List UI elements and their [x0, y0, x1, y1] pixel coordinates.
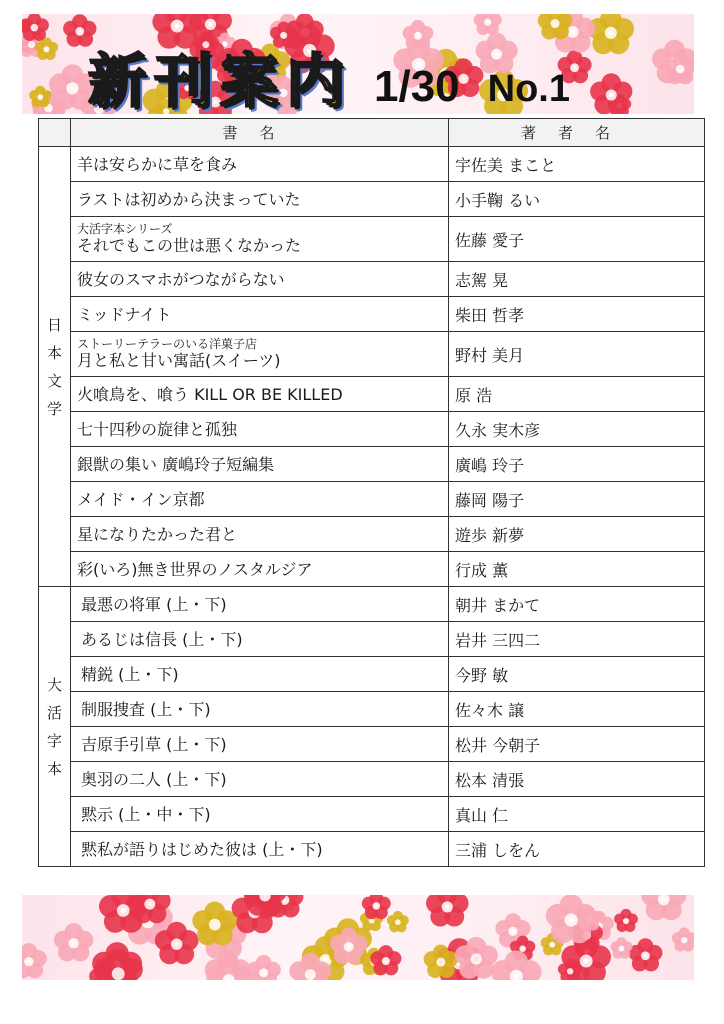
- plum-blossom-icon: [426, 895, 469, 926]
- book-title: 黙示 (上・中・下): [81, 804, 211, 824]
- table-row: [39, 692, 705, 727]
- category-char: 字: [46, 731, 62, 750]
- table-body: [39, 147, 705, 867]
- plum-blossom-icon: [672, 928, 694, 952]
- plum-blossom-icon: [610, 937, 632, 959]
- book-title-cell: [71, 217, 449, 262]
- plum-blossom-icon: [387, 911, 409, 932]
- book-title-cell: [71, 762, 449, 797]
- new-books-table: [38, 118, 705, 867]
- book-author: 小手鞠 るい: [449, 182, 705, 217]
- category-char: 学: [46, 399, 62, 418]
- book-title: ラストは初めから決まっていた: [77, 189, 301, 209]
- book-title: 彩(いろ)無き世界のノスタルジア: [77, 559, 313, 579]
- book-author: 松本 清張: [449, 762, 705, 797]
- book-title: 羊は安らかに草を食み: [77, 154, 238, 174]
- table-row: [39, 182, 705, 217]
- book-title-cell: [71, 182, 449, 217]
- plum-blossom-icon: [614, 909, 638, 932]
- category-char: 文: [46, 371, 62, 390]
- book-title-cell: [71, 657, 449, 692]
- plum-blossom-icon: [474, 14, 502, 35]
- page-header: [88, 34, 570, 118]
- category-char: 本: [46, 343, 62, 362]
- book-title: それでもこの世は悪くなかった: [77, 236, 302, 255]
- header-author: 著者名: [449, 119, 705, 147]
- category-char: 大: [46, 675, 62, 694]
- table-header-row: [39, 119, 705, 147]
- plum-blossom-decoration: [22, 895, 694, 980]
- book-title-cell: [71, 622, 449, 657]
- table-row: [39, 552, 705, 587]
- table-row: [39, 657, 705, 692]
- table-row: [39, 147, 705, 182]
- book-author: 佐藤 愛子: [449, 217, 705, 262]
- book-title: 黙私が語りはじめた彼は (上・下): [81, 839, 323, 859]
- plum-blossom-icon: [54, 923, 93, 961]
- table-row: [39, 297, 705, 332]
- book-title-cell: [71, 412, 449, 447]
- table-row: [39, 762, 705, 797]
- category-cell: [39, 587, 71, 867]
- book-author: 久永 実木彦: [449, 412, 705, 447]
- issue-date: 1/30: [374, 62, 460, 111]
- table-row: [39, 262, 705, 297]
- plum-blossom-icon: [22, 943, 47, 978]
- book-title-cell: [71, 377, 449, 412]
- table-row: [39, 332, 705, 377]
- table-row: [39, 622, 705, 657]
- book-title-cell: [71, 147, 449, 182]
- table-row: [39, 797, 705, 832]
- book-title-cell: [71, 692, 449, 727]
- book-title: 銀獣の集い 廣嶋玲子短編集: [77, 454, 275, 474]
- plum-blossom-icon: [192, 902, 237, 946]
- book-title-cell: [71, 587, 449, 622]
- book-title: 制服捜査 (上・下): [81, 699, 211, 719]
- plum-blossom-icon: [362, 895, 391, 919]
- book-author: 志駕 晃: [449, 262, 705, 297]
- table-row: [39, 412, 705, 447]
- book-author: 三浦 しをん: [449, 832, 705, 867]
- category-char: 日: [46, 315, 62, 334]
- book-title-cell: [71, 727, 449, 762]
- plum-blossom-icon: [491, 950, 541, 980]
- table-row: [39, 482, 705, 517]
- book-author: 朝井 まかて: [449, 587, 705, 622]
- book-title-cell: [71, 447, 449, 482]
- series-label: ストーリーテラーのいる洋菓子店: [77, 337, 258, 351]
- book-author: 原 浩: [449, 377, 705, 412]
- series-label: 大活字本シリーズ: [77, 222, 173, 236]
- plum-blossom-icon: [641, 895, 686, 920]
- book-title-cell: [71, 797, 449, 832]
- book-author: 藤岡 陽子: [449, 482, 705, 517]
- header-title: 書名: [71, 119, 449, 147]
- book-title: あるじは信長 (上・下): [81, 629, 243, 649]
- table-row: [39, 217, 705, 262]
- book-title: 火喰鳥を、喰う KILL OR BE KILLED: [77, 384, 343, 404]
- table-row: [39, 377, 705, 412]
- book-title: 星になりたかった君と: [77, 524, 238, 544]
- book-title: 精鋭 (上・下): [81, 664, 179, 684]
- book-title: 最悪の将軍 (上・下): [81, 594, 227, 614]
- book-title-cell: [71, 482, 449, 517]
- book-author: 宇佐美 まこと: [449, 147, 705, 182]
- page-title: 新刊案内: [88, 47, 353, 115]
- book-title-cell: [71, 332, 449, 377]
- book-title-cell: [71, 832, 449, 867]
- table-row: [39, 517, 705, 552]
- plum-blossom-icon: [29, 86, 51, 108]
- table-row: [39, 832, 705, 867]
- book-author: 行成 薫: [449, 552, 705, 587]
- book-title-cell: [71, 297, 449, 332]
- book-title: 吉原手引草 (上・下): [81, 734, 227, 754]
- book-title: 月と私と甘い寓話(スイーツ): [77, 351, 281, 370]
- book-author: 真山 仁: [449, 797, 705, 832]
- book-author: 松井 今朝子: [449, 727, 705, 762]
- book-title: メイド・イン京都: [77, 489, 205, 509]
- book-author: 廣嶋 玲子: [449, 447, 705, 482]
- book-author: 柴田 哲孝: [449, 297, 705, 332]
- book-author: 遊歩 新夢: [449, 517, 705, 552]
- book-title-cell: [71, 552, 449, 587]
- book-author: 今野 敏: [449, 657, 705, 692]
- plum-blossom-icon: [129, 895, 171, 923]
- plum-blossom-icon: [628, 938, 662, 971]
- book-author: 岩井 三四二: [449, 622, 705, 657]
- book-title-cell: [71, 517, 449, 552]
- issue-number: No.1: [487, 68, 571, 110]
- table-row: [39, 727, 705, 762]
- book-title: 奥羽の二人 (上・下): [81, 769, 227, 789]
- book-title: 彼女のスマホがつながらない: [77, 269, 285, 289]
- header-blank-cell: [39, 119, 71, 147]
- table-row: [39, 587, 705, 622]
- plum-blossom-icon: [22, 14, 49, 41]
- plum-blossom-icon: [588, 14, 634, 54]
- table-row: [39, 447, 705, 482]
- bottom-flower-banner: [22, 895, 694, 980]
- book-author: 佐々木 譲: [449, 692, 705, 727]
- plum-blossom-icon: [246, 955, 280, 980]
- book-title: ミッドナイト: [77, 304, 172, 324]
- plum-blossom-icon: [590, 73, 632, 114]
- book-title: 七十四秒の旋律と孤独: [77, 419, 238, 439]
- category-char: 本: [46, 759, 62, 778]
- category-char: 活: [46, 703, 62, 722]
- plum-blossom-icon: [546, 895, 596, 943]
- category-cell: [39, 147, 71, 587]
- book-title-cell: [71, 262, 449, 297]
- book-author: 野村 美月: [449, 332, 705, 377]
